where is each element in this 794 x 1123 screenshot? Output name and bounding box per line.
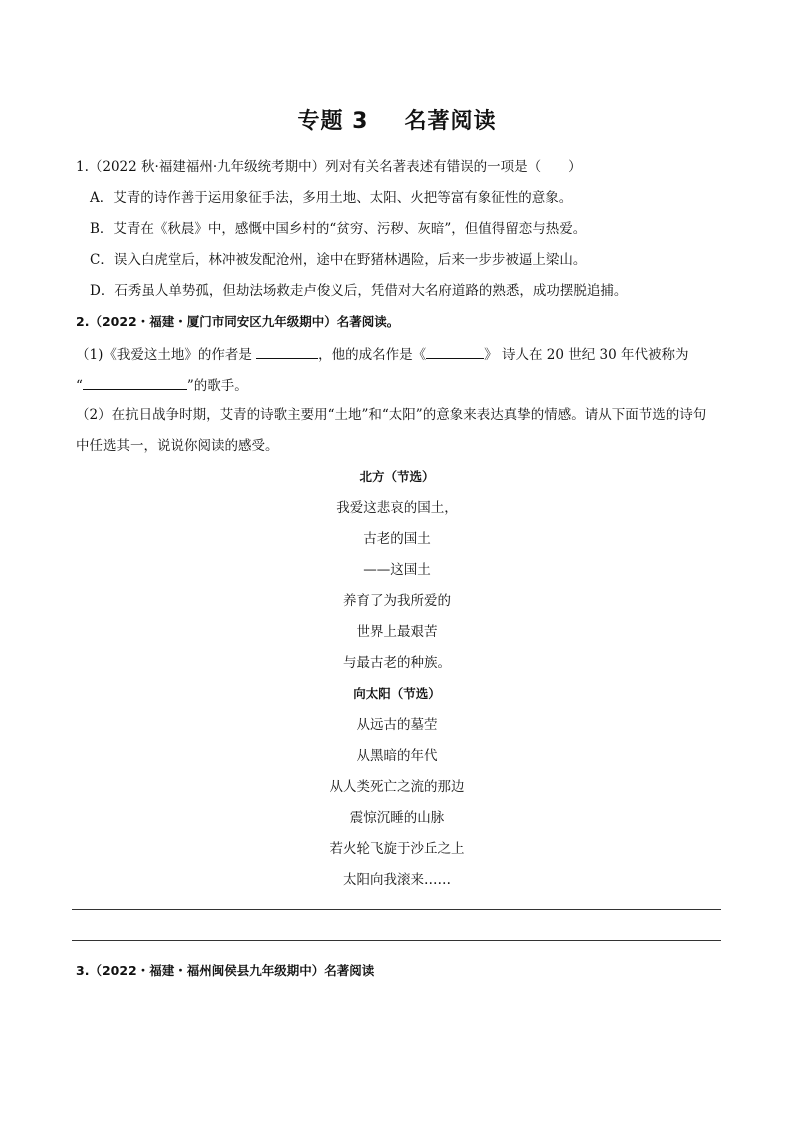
poem2-title: 向太阳（节选） (353, 686, 441, 701)
q1-stem: 1.（2022 秋·福建福州·九年级统考期中）列对有关名著表述有错误的一项是（ ） (76, 159, 582, 175)
title-answer-blank[interactable] (83, 375, 187, 390)
q2-sub1-line2 (76, 375, 248, 395)
poem1-line: 古老的国土 (363, 531, 431, 547)
q2-sub1-line1 (76, 344, 688, 364)
q2-sub1-quote-open: “ (76, 378, 83, 394)
poem2-line: 从人类死亡之流的那边 (329, 779, 465, 795)
q2-sub2-line1: （2）在抗日战争时期，艾青的诗歌主要用“土地”和“太阳”的意象来表达真挚的情感。请从下面节选的诗句 (76, 407, 707, 423)
answer-line[interactable] (72, 940, 721, 941)
q3-stem: 3.（2022・福建・福州闽侯县九年级期中）名著阅读 (76, 963, 375, 978)
masterpiece-answer-blank[interactable] (426, 344, 484, 359)
poem1-line: 与最古老的种族。 (343, 655, 451, 671)
q1-option-b: B．艾青在《秋晨》中，感慨中国乡村的“贫穷、污秽、灰暗”，但值得留恋与热爱。 (90, 221, 587, 237)
q2-sub1-quote-close: ”的歌手。 (186, 378, 248, 394)
poem2-line: 太阳向我滚来…… (343, 872, 451, 888)
poem1-line: 我爱这悲哀的国土， (336, 500, 458, 516)
q1-option-c: C．误入白虎堂后，林冲被发配沧州，途中在野猪林遇险，后来一步步被逼上梁山。 (90, 252, 587, 268)
q2-sub1-text-b: ，他的成名作是《 (318, 347, 427, 363)
q2-sub1-text-c: 》 诗人在 20 世纪 30 年代被称为 (484, 347, 689, 363)
author-answer-blank[interactable] (256, 344, 318, 359)
q2-sub1-text-a: （1)《我爱这土地》的作者是 (76, 347, 252, 363)
poem1-title: 北方（节选） (359, 469, 435, 484)
title-topic-name: 名著阅读 (404, 109, 497, 134)
page-title (0, 104, 794, 135)
poem2-line: 震惊沉睡的山脉 (349, 810, 445, 826)
q1-option-a: A．艾青的诗作善于运用象征手法，多用土地、太阳、火把等富有象征性的意象。 (90, 190, 573, 206)
q2-stem: 2.（2022・福建・厦门市同安区九年级期中）名著阅读。 (76, 314, 400, 329)
poem2-line: 从远古的墓茔 (356, 717, 438, 733)
answer-line[interactable] (72, 909, 721, 910)
poem1-line: 世界上最艰苦 (356, 624, 438, 640)
q1-option-d: D．石秀虽人单势孤，但劫法场救走卢俊义后，凭借对大名府道路的熟悉，成功摆脱追捕。 (90, 283, 628, 299)
poem1-line: 养育了为我所爱的 (343, 593, 451, 609)
poem2-line: 若火轮飞旋于沙丘之上 (329, 841, 465, 857)
title-topic-number: 专题 3 (297, 109, 369, 134)
poem2-line: 从黑暗的年代 (356, 748, 438, 764)
q2-sub2-line2: 中任选其一，说说你阅读的感受。 (76, 438, 279, 454)
poem1-line: ——这国土 (363, 562, 431, 578)
